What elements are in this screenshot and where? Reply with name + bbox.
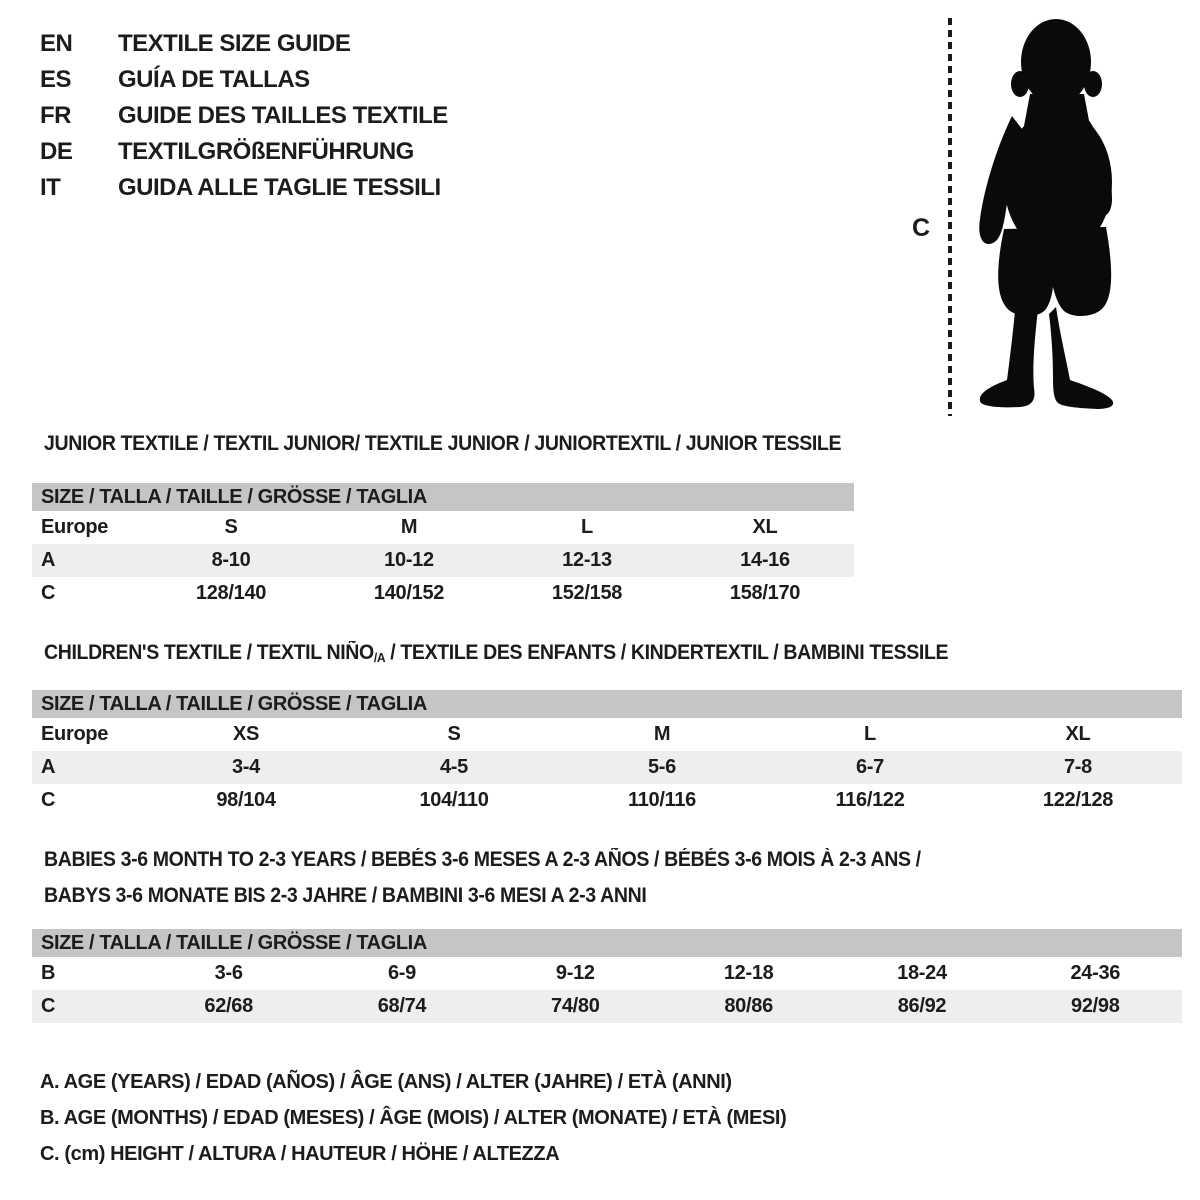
table-row [32, 511, 854, 544]
table-cell: M [400, 516, 418, 538]
children-heading-sub: /A [373, 650, 386, 665]
row-label-cell: C [41, 995, 56, 1017]
babies-section-heading-line2: BABYS 3-6 MONATE BIS 2-3 JAHRE / BAMBINI 3-6 MESI A 2-3 ANNI [44, 884, 647, 907]
table-cell: 6-9 [387, 962, 416, 984]
language-title: GUÍA DE TALLAS [118, 66, 310, 93]
language-title: GUIDA ALLE TAGLIE TESSILI [118, 174, 441, 201]
table-cell: XL [752, 516, 778, 538]
table-cell: 140/152 [373, 582, 445, 604]
language-code: DE [40, 138, 73, 165]
table-cell: 9-12 [555, 962, 595, 984]
table-cell: S [447, 723, 461, 745]
children-heading-post: / TEXTILE DES ENFANTS / KINDERTEXTIL / BAMBINI TESSILE [385, 641, 949, 664]
row-label-cell: C [41, 789, 56, 811]
language-title: TEXTILGRÖßENFÜHRUNG [118, 138, 414, 165]
children-section-heading [44, 641, 948, 665]
table-cell: 4-5 [439, 756, 468, 778]
junior-size-table [32, 483, 854, 610]
row-label-cell: A [41, 549, 56, 571]
language-code: FR [40, 102, 71, 129]
row-label-cell: Europe [41, 516, 109, 538]
table-cell: L [864, 723, 876, 745]
row-label-cell: B [41, 962, 56, 984]
table-row [32, 751, 1182, 784]
table-cell: 18-24 [897, 962, 947, 984]
table-cell: 128/140 [195, 582, 267, 604]
table-cell: XS [232, 723, 260, 745]
table-row [32, 990, 1182, 1023]
language-row [40, 26, 448, 62]
measurement-legend [40, 1064, 786, 1172]
legend-line-b: B. AGE (MONTHS) / EDAD (MESES) / ÂGE (MOIS) / ALTER (MONATE) / ETÀ (MESI) [40, 1106, 787, 1129]
language-title-list [40, 26, 448, 206]
table-cell: 98/104 [216, 789, 276, 811]
table-cell: 80/86 [724, 995, 773, 1017]
table-cell: 12-18 [723, 962, 774, 984]
table-cell: 3-4 [231, 756, 260, 778]
table-cell: 86/92 [897, 995, 947, 1017]
table-cell: 10-12 [384, 549, 434, 571]
table-row [32, 577, 854, 610]
children-heading-pre: CHILDREN'S TEXTILE / TEXTIL NIÑO [44, 641, 374, 664]
table-cell: 12-13 [562, 549, 612, 571]
table-cell: 62/68 [204, 995, 253, 1017]
size-header-bar: SIZE / TALLA / TAILLE / GRÖSSE / TAGLIA [32, 929, 1182, 957]
language-row [40, 98, 448, 134]
language-code: ES [40, 66, 72, 93]
table-row [32, 718, 1182, 751]
table-cell: 24-36 [1070, 962, 1121, 984]
size-header-bar: SIZE / TALLA / TAILLE / GRÖSSE / TAGLIA [32, 483, 854, 511]
table-cell: 152/158 [551, 582, 623, 604]
legend-line-a: A. AGE (YEARS) / EDAD (AÑOS) / ÂGE (ANS) / ALTER (JAHRE) / ETÀ (ANNI) [40, 1070, 732, 1093]
baby-silhouette-icon [958, 14, 1142, 418]
children-size-table [32, 690, 1182, 817]
table-cell: 68/74 [377, 995, 427, 1017]
table-cell: 8-10 [211, 549, 251, 571]
language-row [40, 62, 448, 98]
junior-section-heading: JUNIOR TEXTILE / TEXTIL JUNIOR/ TEXTILE JUNIOR / JUNIORTEXTIL / JUNIOR TESSILE [44, 432, 842, 455]
table-cell: 158/170 [729, 582, 801, 604]
babies-section-heading-line1: BABIES 3-6 MONTH TO 2-3 YEARS / BEBÉS 3-6 MESES A 2-3 AÑOS / BÉBÉS 3-6 MOIS À 2-3 ANS / [44, 848, 921, 871]
table-cell: 110/116 [628, 789, 696, 811]
table-cell: 14-16 [740, 549, 790, 571]
table-row [32, 784, 1182, 817]
height-measure-dashed-line [948, 18, 952, 416]
row-label-cell: C [41, 582, 56, 604]
language-code: EN [40, 30, 73, 57]
language-code: IT [40, 174, 61, 201]
row-label-cell: Europe [41, 723, 109, 745]
height-measure-label: C [912, 214, 931, 242]
table-cell: S [224, 516, 238, 538]
language-title: GUIDE DES TAILLES TEXTILE [118, 102, 448, 129]
babies-size-table [32, 929, 1182, 1023]
table-cell: 74/80 [551, 995, 600, 1017]
table-cell: 116/122 [835, 789, 905, 811]
table-cell: 104/110 [419, 789, 489, 811]
size-header-bar: SIZE / TALLA / TAILLE / GRÖSSE / TAGLIA [32, 690, 1182, 718]
table-cell: XL [1065, 723, 1091, 745]
table-cell: L [581, 516, 593, 538]
language-row [40, 170, 448, 206]
table-cell: 122/128 [1042, 789, 1114, 811]
table-cell: 6-7 [855, 756, 884, 778]
table-row [32, 544, 854, 577]
table-cell: 5-6 [647, 756, 676, 778]
language-title: TEXTILE SIZE GUIDE [118, 30, 351, 57]
table-cell: M [653, 723, 671, 745]
language-row [40, 134, 448, 170]
table-row [32, 957, 1182, 990]
table-cell: 3-6 [214, 962, 243, 984]
table-cell: 7-8 [1063, 756, 1092, 778]
table-cell: 92/98 [1071, 995, 1120, 1017]
legend-line-c: C. (cm) HEIGHT / ALTURA / HAUTEUR / HÖHE / ALTEZZA [40, 1142, 560, 1165]
row-label-cell: A [41, 756, 56, 778]
